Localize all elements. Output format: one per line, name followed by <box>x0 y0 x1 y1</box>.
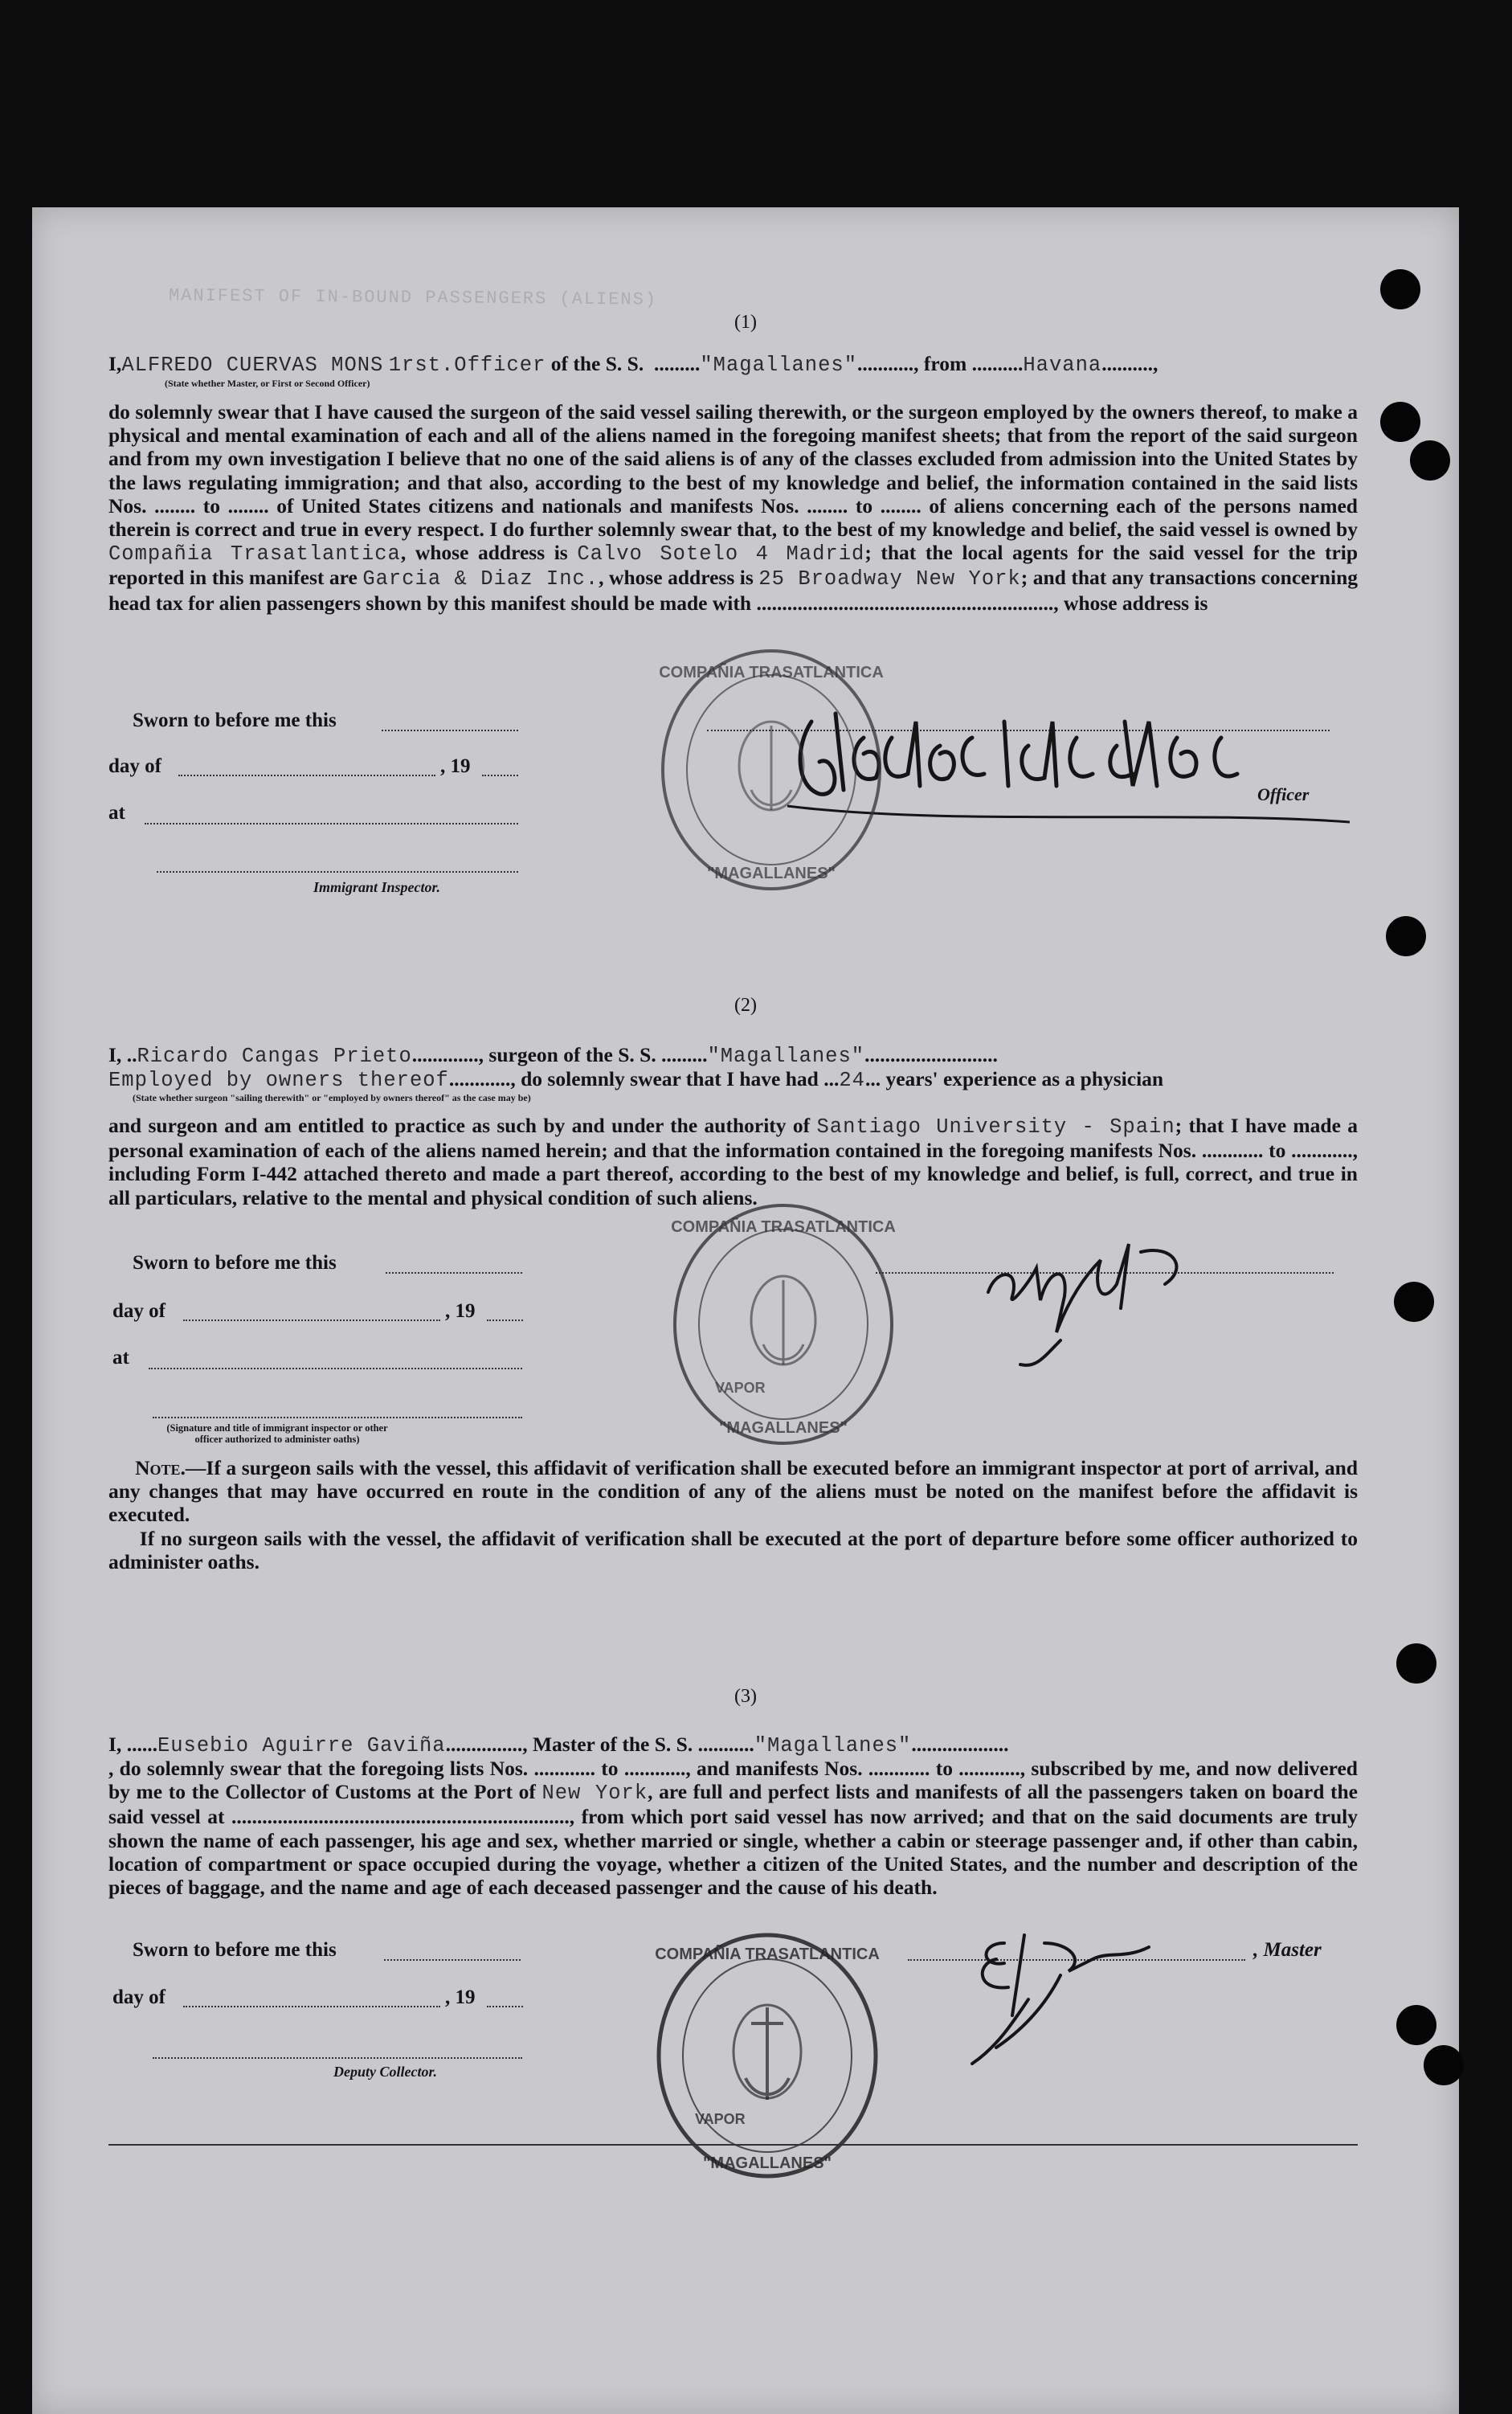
text-head-tax: ; and that any transactions concerning head tax for alien passengers shown by this manifest should be made with <box>108 566 1359 615</box>
year-line-2 <box>487 1320 523 1321</box>
day-label-2: day of <box>112 1300 166 1322</box>
body-1: do solemnly swear that I have caused the surgeon of the said vessel sailing therewith, or the surgeon employed by the owners thereof, to make a physical and mental examination of each and all of the aliens named in the foregoing manifest sheets; that from the report of the said surgeon and from my own investigation I believe that no one of the said aliens is of any of the classes excluded from admission into the United States by the laws regulating immigration; and that also, according to the best of my knowledge and belief, the information contained in the said lists Nos. ........ to ........ of United States citizens and nationals and manifests Nos. ........ to ........ of aliens concerning each of the persons named therein is correct and true in every respect. I do further solemnly swear that, to the best of my knowledge and belief, the said vessel is owned by <box>108 400 1358 542</box>
day-line-1 <box>178 775 435 776</box>
years-experience: 24 <box>839 1069 865 1092</box>
day-label-1: day of <box>108 755 161 777</box>
stamp-1-bottom-text: "MAGALLANES" <box>706 865 836 882</box>
binder-hole <box>1410 440 1450 481</box>
agents: Garcia & Diaz Inc. <box>362 567 599 591</box>
day-label-3: day of <box>112 1986 166 2008</box>
master-signature <box>948 1911 1197 2072</box>
port-of-arrival: New York <box>541 1782 648 1806</box>
surgeon-signature <box>980 1220 1205 1373</box>
stamp-2-side-text: VAPOR <box>715 1380 766 1396</box>
master-label: , Master <box>1253 1939 1322 1961</box>
note-paragraph <box>108 1456 1358 1527</box>
stamp-3-top-text: COMPAÑIA TRASATLANTICA <box>655 1946 880 1963</box>
binder-hole <box>1396 2005 1436 2045</box>
section-2-caption: (State whether surgeon "sailing therewith" or "employed by owners thereof" as the case may be) <box>133 1092 531 1103</box>
text-whose-address-3: , whose address is <box>1053 591 1208 615</box>
authority: Santiago University - Spain <box>816 1115 1175 1139</box>
section-1-body: do solemnly swear that I have caused the surgeon of the said vessel sailing therewith, or the surgeon employed by the owners thereof, to make a physical and mental examination of each and all of the aliens named in the foregoing manifest sheets; that from the report of the said surgeon and from my own investigation I believe that no one of the said aliens is of any of the classes excluded from admission into the United States by the laws regulating immigration; and that also, according to the best of my knowledge and belief, the information contained in the said lists Nos. ........ to ........ of United States citizens and nationals and manifests Nos. ........ to ........ of aliens concerning each of the persons named therein is correct and true in every respect. I do further solemnly swear that, to the best of my knowledge and belief, the said vessel is owned by Compañia Trasatlantica, whose address is Calvo Sotelo 4 Madrid; that the local agents for the said vessel for the trip reported in this manifest are Garcia & Diaz Inc., whose address is 25 Broadway New York; and that any transactions concerning head tax for alien passengers shown by this manifest should be made with .........................................................., whose address is <box>108 400 1359 615</box>
binder-hole <box>1380 269 1420 309</box>
surgeon-name: Ricardo Cangas Prieto <box>137 1045 412 1068</box>
note-text-2: If no surgeon sails with the vessel, the affidavit of verification shall be executed at the port of departure before some officer authorized to administer oaths. <box>108 1527 1358 1574</box>
inspector-line-2 <box>153 1417 522 1418</box>
at-label-2: at <box>112 1347 129 1369</box>
collector-label: Deputy Collector. <box>333 2064 437 2080</box>
text-solemnly: , do solemnly swear that the foregoing lists Nos. ............ to ............, and manifests Nos. ............ to ............, subscribed by me, and now delivered by me to the Collector of Customs at the Port of <box>108 1757 1358 1804</box>
sworn-line-1 <box>382 730 518 731</box>
year-line-3 <box>487 2006 523 2007</box>
note-paragraph-2 <box>108 1527 1358 1573</box>
note-text-1: —If a surgeon sails with the vessel, this affidavit of verification shall be executed before an immigrant inspector at port of arrival, and any changes that may have occurred en route in the condition of any of the aliens must be noted on the manifest before the affidavit is executed. <box>108 1456 1358 1527</box>
binder-hole <box>1386 916 1426 956</box>
document-sheet <box>32 207 1459 2414</box>
text-swear: , do solemnly swear that I have had <box>510 1067 819 1090</box>
text-i: I, <box>108 352 122 375</box>
note-label: Note. <box>135 1456 186 1479</box>
year-label-1: , 19 <box>440 755 471 777</box>
sworn-label-3: Sworn to before me this <box>133 1939 337 1961</box>
owner-address: Calvo Sotelo 4 Madrid <box>577 542 865 567</box>
ship-name-1: "Magallanes" <box>700 354 858 377</box>
inspector-line-1 <box>157 871 518 873</box>
officer-rank: 1rst.Officer <box>388 354 546 377</box>
stamp-1-top-text: COMPAÑIA TRASATLANTICA <box>659 664 884 681</box>
ship-name-2: "Magallanes" <box>707 1045 865 1068</box>
text-whose-address: , whose address is <box>400 541 568 565</box>
section-3-number: (3) <box>734 1686 757 1707</box>
section-1-caption: (State whether Master, or First or Second Officer) <box>165 378 370 389</box>
binder-hole <box>1394 1282 1434 1322</box>
sworn-label-2: Sworn to before me this <box>133 1252 337 1274</box>
section-3-text: , are full and perfect lists and manifests of all the passengers taken on board the said vessel at .................................................................., from which port said vessel has now arrived; and that on the said documents are truly shown the name of each passenger, his age and sex, whether married or single, whether a cabin or steerage passenger and, if other than cabin, location of compartment or space occupied during the voyage, whether a citizen of the United States, and the number and description of the pieces of baggage, and the name and age of each deceased passenger and the cause of his death. <box>108 1780 1358 1900</box>
text-authority: and surgeon and am entitled to practice as such by and under the authority of <box>108 1114 811 1137</box>
port-from: Havana <box>1023 354 1102 377</box>
day-line-2 <box>183 1320 440 1321</box>
text-local-agents: ; that the local agents for the said vessel for the trip reported in this manifest are <box>108 541 1359 590</box>
officer-name: ALFREDO CUERVAS MONS <box>121 354 384 377</box>
day-line-3 <box>183 2006 440 2007</box>
bottom-rule <box>108 2144 1358 2146</box>
text-from: , from <box>913 352 967 375</box>
ship-stamp-3 <box>651 1927 884 2184</box>
binder-hole <box>1396 1643 1436 1684</box>
ship-name-3: "Magallanes" <box>754 1734 912 1757</box>
section-2-line2: Employed by owners thereof............, do solemnly swear that I have had ...24... years' experience as a physician <box>108 1067 1164 1092</box>
text-i-2: I, <box>108 1043 122 1066</box>
section-2-opening: I, ..Ricardo Cangas Prieto............., surgeon of the S. S. ........."Magallanes".......................... <box>108 1043 998 1068</box>
section-2-text: ; that I have made a personal examination of each of the aliens named herein; and that the information contained in the foregoing manifests Nos. ............ to ............, including Form I-442 attached thereto and made a part thereof, according to the best of my knowledge and belief, is full, correct, and true in all particulars, relative to the mental and physical condition of such aliens. <box>108 1114 1358 1209</box>
section-1-number: (1) <box>734 312 757 333</box>
ship-stamp-1 <box>655 645 888 894</box>
employment: Employed by owners thereof <box>108 1069 449 1092</box>
section-1-opening: I,ALFREDO CUERVAS MONS 1rst.Officer of the S. S. ........."Magallanes"..........., from ..........Havana.........., <box>108 352 1159 377</box>
section-3-body <box>108 1757 1358 1899</box>
officer-label: Officer <box>1257 784 1310 804</box>
stamp-2-top-text: COMPAÑIA TRASATLANTICA <box>671 1218 896 1236</box>
year-label-2: , 19 <box>445 1300 476 1322</box>
text-whose-address-2: , whose address is <box>599 566 754 590</box>
agents-address: 25 Broadway New York <box>758 567 1021 591</box>
sworn-label-1: Sworn to before me this <box>133 710 337 731</box>
sworn-line-2 <box>386 1272 522 1274</box>
section-2-body <box>108 1114 1358 1209</box>
binder-hole <box>1380 402 1420 442</box>
stamp-3-side-text: VAPOR <box>695 2111 746 2127</box>
at-label-1: at <box>108 802 125 824</box>
binder-hole <box>1424 2045 1464 2085</box>
stamp-3-bottom-text: "MAGALLANES" <box>702 2154 832 2172</box>
section-3-opening: I, ......Eusebio Aguirre Gaviña..............., Master of the S. S. ..........."Magallanes"................... <box>108 1733 1009 1757</box>
master-name: Eusebio Aguirre Gaviña <box>157 1734 446 1757</box>
year-line-1 <box>482 775 518 776</box>
text-of-ss: of the S. S. <box>550 352 644 375</box>
year-label-3: , 19 <box>445 1986 476 2008</box>
collector-line <box>153 2057 522 2059</box>
faint-header: MANIFEST OF IN-BOUND PASSENGERS (ALIENS) <box>168 285 658 310</box>
text-master-of: , Master of the S. S. <box>522 1733 693 1756</box>
owner: Compañia Trasatlantica <box>108 542 401 567</box>
section-2-number: (2) <box>734 995 757 1016</box>
inspector-label-1: Immigrant Inspector. <box>313 879 441 895</box>
section-2-sig-caption: (Signature and title of immigrant inspector or other officer authorized to administer oaths) <box>166 1422 388 1445</box>
at-line-2 <box>149 1368 522 1369</box>
stamp-2-bottom-text: "MAGALLANES" <box>718 1419 848 1437</box>
sworn-line-3 <box>384 1959 521 1961</box>
at-line-1 <box>145 823 518 824</box>
text-surgeon-of: , surgeon of the S. S. <box>478 1043 656 1066</box>
ship-stamp-2 <box>667 1200 900 1449</box>
text-i-3: I, <box>108 1733 122 1756</box>
text-years: years' experience as a physician <box>885 1067 1164 1090</box>
